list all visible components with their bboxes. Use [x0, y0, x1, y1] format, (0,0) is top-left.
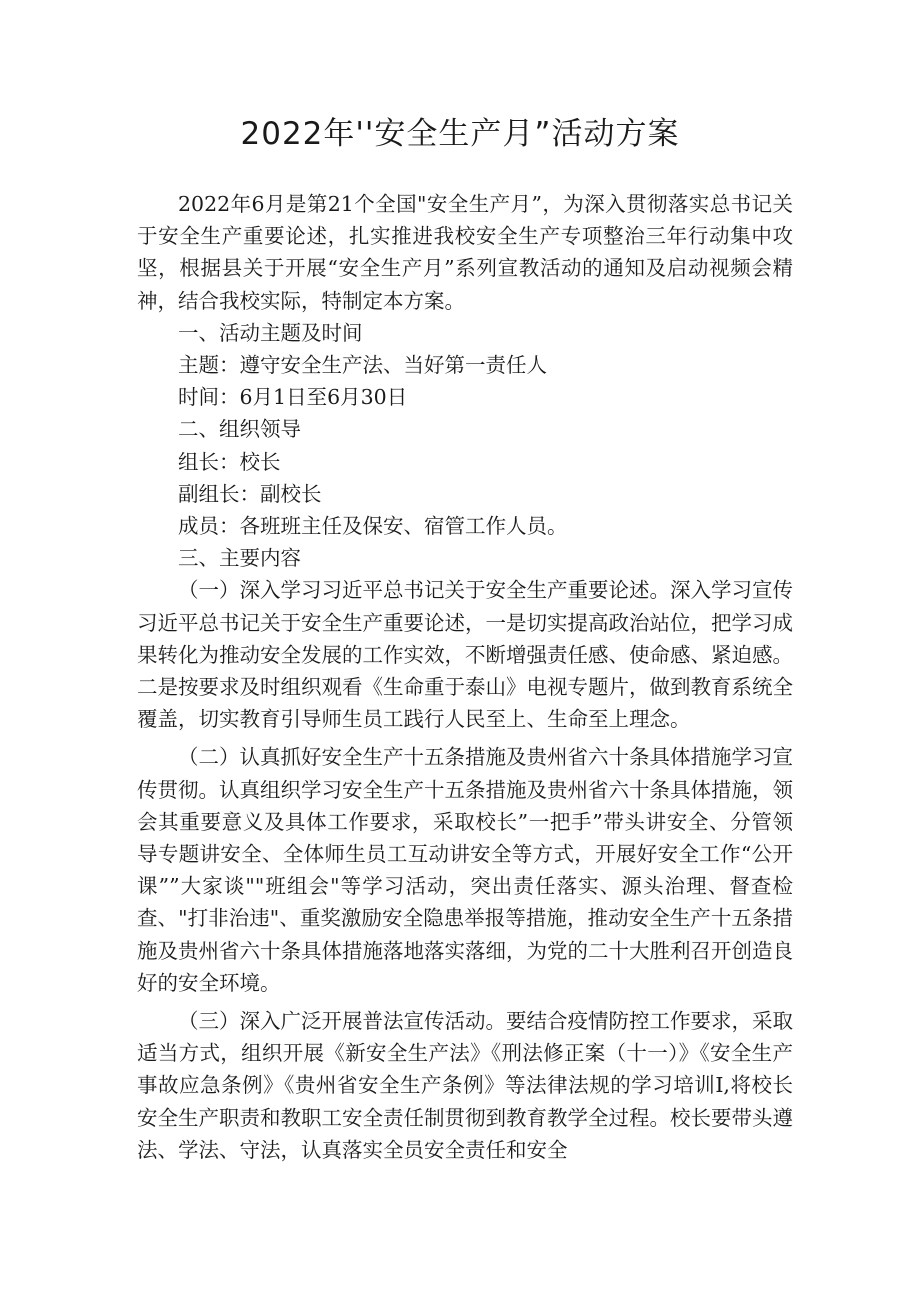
document-body	[137, 188, 793, 1166]
leader-line: 组长：校长	[178, 449, 281, 474]
content-item-3: （三）深入广泛开展普法宣传活动。要结合疫情防控工作要求，采取适当方式，组织开展《新安全生产法》《刑法修正案（十一）》《安全生产事故应急条例》《贵州省安全生产条例》等法律法规的学习培训I,将校长安全生产职责和教职工安全责任制贯彻到教育教学全过程。校长要带头遵法、学法、守法，认真落实全员安全责任和安全	[137, 1009, 793, 1162]
members-line: 成员：各班班主任及保安、宿管工作人员。	[178, 514, 568, 539]
time-line: 时间：6月1日至6月30日	[178, 385, 408, 410]
section-heading-organization: 二、组织领导	[178, 417, 301, 442]
intro-paragraph: 2022年6月是第21个全国"安全生产月”，为深入贯彻落实总书记关于安全生产重要论述，扎实推进我校安全生产专项整治三年行动集中攻坚，根据县关于开展“安全生产月”系列宣教活动的通知及启动视频会精神，结合我校实际，特制定本方案。	[137, 192, 793, 313]
document-title: 2022年''安全生产月”活动方案	[240, 116, 680, 152]
deputy-leader-line: 副组长：副校长	[178, 481, 322, 506]
section-heading-main-content: 三、主要内容	[178, 546, 301, 571]
content-item-2: （二）认真抓好安全生产十五条措施及贵州省六十条具体措施学习宣传贯彻。认真组织学习安全生产十五条措施及贵州省六十条具体措施，领会其重要意义及具体工作要求，采取校长”一把手”带头讲安全、分管领导专题讲安全、全体师生员工互动讲安全等方式，开展好安全工作“公开课””大家谈""班组会"等学习活动，突出责任落实、源头治理、督查检查、"打非治违"、重奖激励安全隐患举报等措施，推动安全生产十五条措施及贵州省六十条具体措施落地落实落细，为党的二十大胜利召开创造良好的安全环境。	[137, 745, 793, 995]
section-heading-theme-time: 一、活动主题及时间	[178, 320, 363, 345]
content-item-1: （一）深入学习习近平总书记关于安全生产重要论述。深入学习宣传习近平总书记关于安全生产重要论述，一是切实提高政治站位，把学习成果转化为推动安全发展的工作实效，不断增强责任感、使命感、紧迫感。二是按要求及时组织观看《生命重于泰山》电视专题片，做到教育系统全覆盖，切实教育引导师生员工践行人民至上、生命至上理念。	[137, 578, 793, 732]
theme-line: 主题：遵守安全生产法、当好第一责任人	[178, 353, 547, 378]
